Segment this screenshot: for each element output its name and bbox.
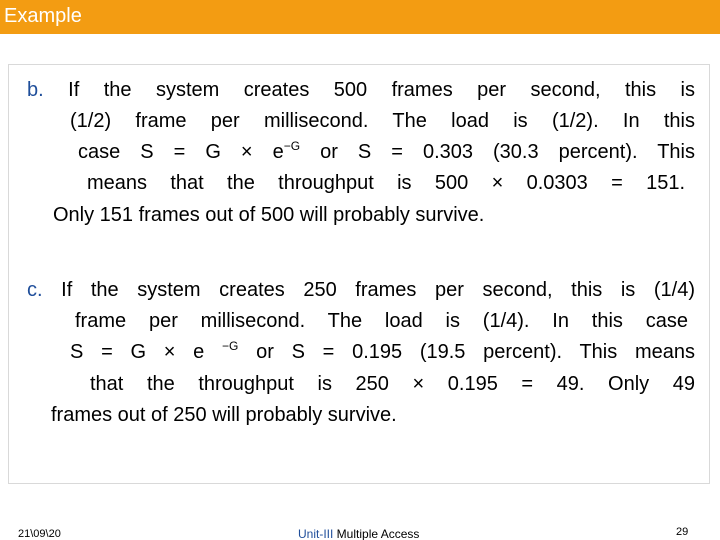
paragraph-b-line-3: case $S = G \times e^{-G}$ or S = 0.303 (30.3 percent). This: [78, 139, 695, 163]
title-bar: [0, 0, 720, 34]
paragraph-c-line-1: c. If the system creates 250 frames per second, this is (1/4): [27, 279, 695, 301]
paragraph-b-line-2: (1/2) frame per millisecond. The load is (1/2). In this: [70, 110, 695, 132]
paragraph-c-marker: c.: [27, 279, 43, 301]
paragraph-b-line-4: means that the throughput is 500 × 0.0303 = 151.: [87, 172, 685, 194]
paragraph-c-line-5: frames out of 250 will probably survive.: [51, 404, 397, 426]
footer-topic: Unit-III Multiple Access: [298, 527, 420, 540]
page-number: 29: [676, 526, 689, 538]
paragraph-b-line-1: b. If the system creates 500 frames per second, this is: [27, 79, 695, 101]
paragraph-c-line-2: frame per millisecond. The load is (1/4). In this case: [75, 310, 688, 332]
paragraph-b-line-5: Only 151 frames out of 500 will probably survive.: [53, 204, 485, 226]
slide-title: Example: [4, 5, 82, 27]
footer-unit: Unit-III: [298, 527, 334, 540]
paragraph-c-line-3: S = G × e $^{-G}$ or S = 0.195 (19.5 percent). This means: [70, 339, 695, 363]
paragraph-c-line-4: that the throughput is 250 × 0.195 = 49. Only 49: [90, 373, 695, 395]
paragraph-b-marker: b.: [27, 79, 44, 101]
footer-date: 21\09\20: [18, 528, 61, 540]
